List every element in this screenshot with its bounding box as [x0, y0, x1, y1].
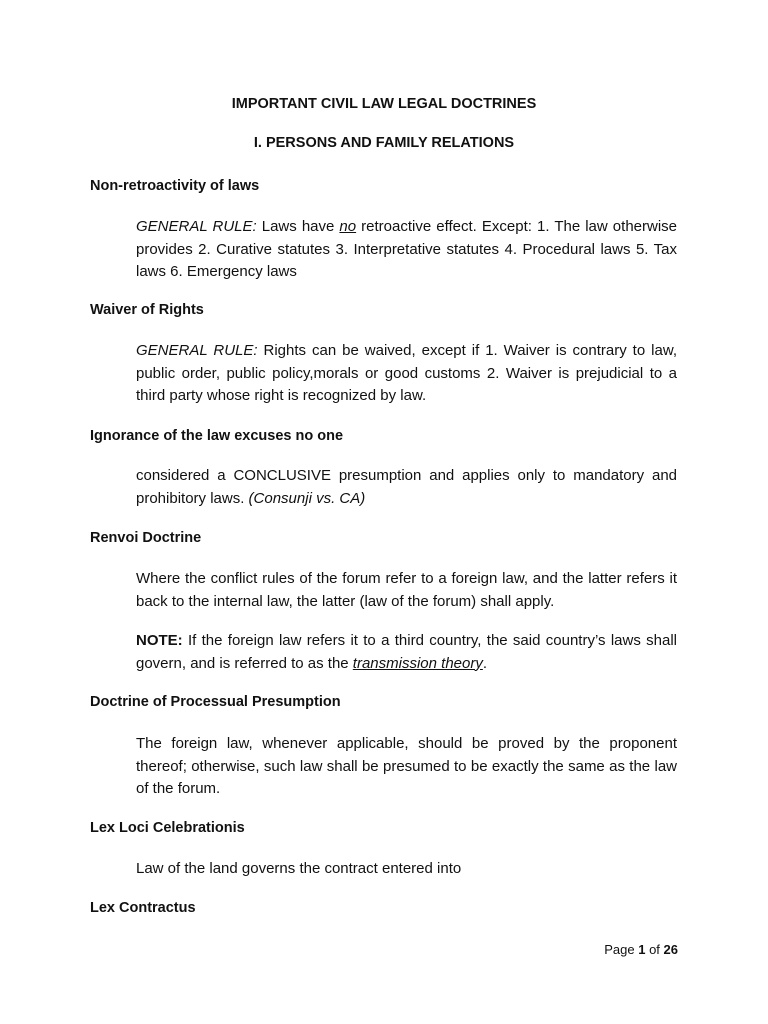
paragraph-text: considered a CONCLUSIVE presumption and applies only to mandatory and prohibitory laws.: [136, 467, 677, 507]
document-title: IMPORTANT CIVIL LAW LEGAL DOCTRINES: [231, 96, 537, 112]
paragraph-processual-presumption: The foreign law, whenever applicable, should be proved by the proponent thereof; otherwise, such law shall be presumed to be exactly the same as the law of the forum.: [136, 735, 677, 797]
section-title: I. PERSONS AND FAMILY RELATIONS: [253, 135, 515, 151]
paragraph-text: If the foreign law refers it to a third country, the said country’s laws shall govern, and is referred to as the: [136, 632, 677, 672]
page-separator: of: [645, 942, 664, 957]
page-number: [604, 942, 678, 957]
paragraph-renvoi-note: [136, 630, 677, 675]
general-rule-label: GENERAL RULE:: [136, 218, 257, 235]
page-prefix: Page: [604, 942, 639, 957]
heading-non-retroactivity: Non-retroactivity of laws: [90, 178, 260, 194]
transmission-theory-term: transmission theory: [352, 654, 483, 672]
paragraph-non-retroactivity: [136, 216, 677, 284]
heading-lex-contractus: Lex Contractus: [90, 900, 196, 916]
note-label: NOTE:: [136, 632, 183, 649]
case-citation: (Consunji vs. CA): [248, 489, 366, 507]
paragraph-text: Rights can be waived, except if 1. Waiver is contrary to law, public order, public policy,morals or good customs 2. Waiver is prejudicial to a third party whose right is recognized by law.: [136, 342, 677, 404]
emphasis-no: no: [339, 218, 357, 235]
current-page: 1: [638, 942, 646, 957]
paragraph-text: Laws have: [256, 218, 340, 235]
heading-renvoi-doctrine: Renvoi Doctrine: [90, 530, 202, 546]
paragraph-ignorance-of-law: [136, 465, 677, 510]
paragraph-renvoi-doctrine: Where the conflict rules of the forum refer to a foreign law, and the latter refers it back to the internal law, the latter (law of the forum) shall apply.: [136, 570, 677, 610]
heading-processual-presumption: Doctrine of Processual Presumption: [90, 694, 341, 710]
paragraph-waiver-of-rights: [136, 340, 677, 408]
paragraph-text: retroactive effect. Except: 1. The law otherwise provides 2. Curative statutes 3. Interpretative statutes 4. Procedural laws 5. Tax laws 6. Emergency laws: [136, 218, 678, 280]
heading-lex-loci-celebrationis: Lex Loci Celebrationis: [90, 820, 245, 836]
general-rule-label: GENERAL RULE:: [136, 342, 258, 359]
paragraph-lex-loci-celebrationis: Law of the land governs the contract entered into: [136, 860, 462, 877]
heading-waiver-of-rights: Waiver of Rights: [90, 302, 204, 318]
paragraph-text: .: [482, 654, 488, 672]
heading-ignorance-of-law: Ignorance of the law excuses no one: [90, 428, 344, 444]
total-pages: 26: [663, 942, 678, 957]
